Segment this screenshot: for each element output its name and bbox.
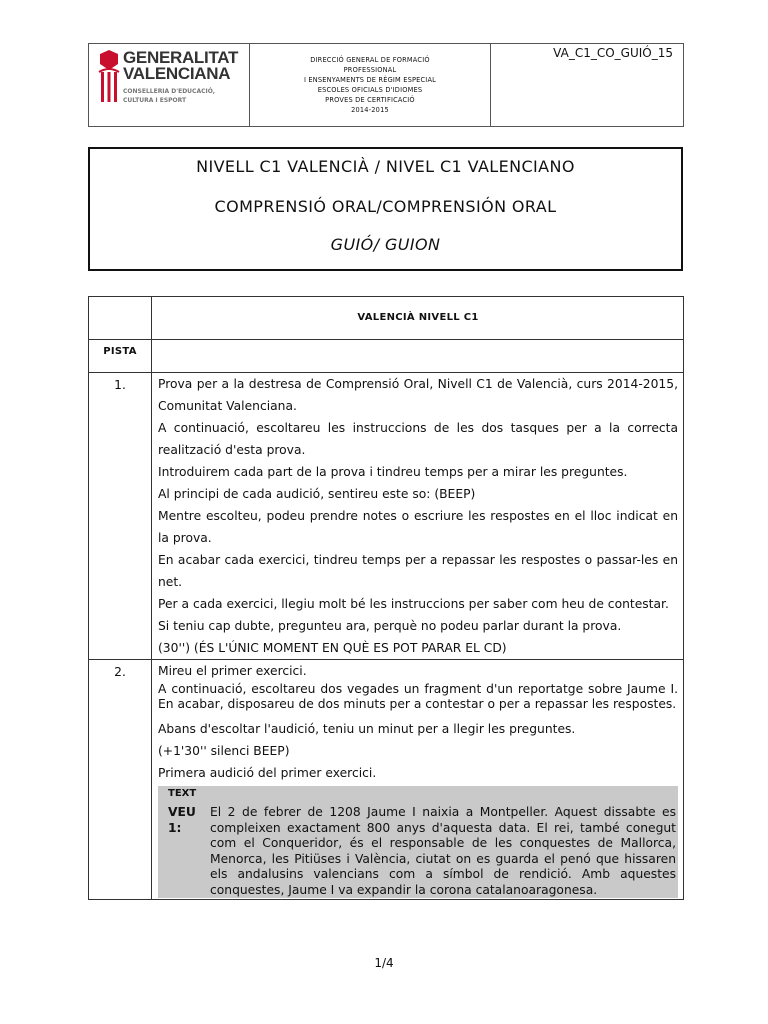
script-line: Mireu el primer exercici. [158, 664, 307, 678]
voice-label: VEU 1: [168, 805, 196, 835]
script-line: Prova per a la destresa de Comprensió Oral, Nivell C1 de Valencià, curs 2014-2015, Comunitat Valenciana. [158, 377, 678, 413]
dept-line: PROFESSIONAL [343, 66, 397, 74]
script-line: Si teniu cap dubte, pregunteu ara, perquè no podeu parlar durant la prova. [158, 619, 622, 633]
empty-cell [89, 297, 152, 340]
generalitat-shield-icon [97, 48, 121, 108]
pista-label: PISTA [89, 340, 152, 373]
title-skill: COMPRENSIÓ ORAL/COMPRENSIÓN ORAL [214, 197, 557, 216]
voice-text: El 2 de febrer de 1208 Jaume I naixia a Montpeller. Aquest dissabte es compleixen exactament 800 anys d'aquesta data. El rei, també conegut com el Conqueridor, és el responsable de les conquestes de Mallorca, Menorca, les Pitiüses i València, ciutat on es guarda el penó que hissaren els andalusins valencians com a símbol de rendició. Amb aquestes conquestes, Jaume I va expandir la corona catalanoaragonesa. [210, 805, 676, 897]
pista-row [89, 340, 684, 373]
script-line: (30'') (ÉS L'ÚNIC MOMENT EN QUÈ ES POT PARAR EL CD) [158, 641, 507, 655]
script-line: Al principi de cada audició, sentireu este so: (BEEP) [158, 487, 476, 501]
department-block [250, 44, 491, 126]
script-line: A continuació, escoltareu dos vegades un fragment d'un reportatge sobre Jaume I. En acabar, disposareu de dos minuts per a contestar o per a repassar les respostes. [158, 682, 678, 711]
logo-subtitle: CONSELLERIA D'EDUCACIÓ, CULTURA I ESPORT [123, 88, 215, 104]
dept-line: DIRECCIÓ GENERAL DE FORMACIÓ [310, 56, 430, 64]
dept-line: ESCOLES OFICIALS D'IDIOMES [317, 86, 423, 94]
script-line: Introduirem cada part de la prova i tindreu temps per a mirar les preguntes. [158, 465, 628, 479]
title-box [88, 147, 683, 271]
table-row [89, 373, 684, 660]
logo-name: GENERALITAT VALENCIANA [123, 48, 239, 83]
dept-line: PROVES DE CERTIFICACIÓ [325, 96, 415, 104]
transcript-label: TEXT [168, 788, 197, 799]
track-number: 2. [89, 660, 152, 900]
track-1-content [152, 373, 684, 660]
transcript-box [158, 786, 678, 898]
dept-line: I ENSENYAMENTS DE RÈGIM ESPECIAL [303, 76, 437, 84]
script-line: Primera audició del primer exercici. [158, 766, 377, 780]
script-line: Abans d'escoltar l'audició, teniu un minut per a llegir les preguntes. [158, 722, 576, 736]
script-line: Per a cada exercici, llegiu molt bé les instruccions per saber com heu de contestar. [158, 597, 669, 611]
table-header: VALENCIÀ NIVELL C1 [152, 297, 684, 340]
track-number: 1. [89, 373, 152, 660]
dept-line: 2014-2015 [351, 106, 389, 114]
script-line: (+1'30'' silenci BEEP) [158, 744, 290, 758]
empty-cell [152, 340, 684, 373]
title-script: GUIÓ/ GUION [330, 235, 441, 254]
document-header [88, 43, 684, 127]
table-header-row [89, 297, 684, 340]
script-line: En acabar cada exercici, tindreu temps per a repassar les respostes o passar-les en net. [158, 553, 678, 589]
script-line: Mentre escolteu, podeu prendre notes o escriure les respostes en el lloc indicat en la prova. [158, 509, 678, 545]
table-row [89, 660, 684, 900]
document-code: VA_C1_CO_GUIÓ_15 [553, 46, 673, 60]
script-line: A continuació, escoltareu les instruccions de les dos tasques per a la correcta realització d'esta prova. [158, 421, 678, 457]
voice-entry [160, 801, 678, 898]
track-2-content [152, 660, 684, 900]
title-level: NIVELL C1 VALENCIÀ / NIVEL C1 VALENCIANO [196, 157, 575, 176]
script-table [88, 296, 684, 900]
generalitat-logo [89, 44, 250, 126]
page-number: 1/4 [374, 956, 394, 970]
